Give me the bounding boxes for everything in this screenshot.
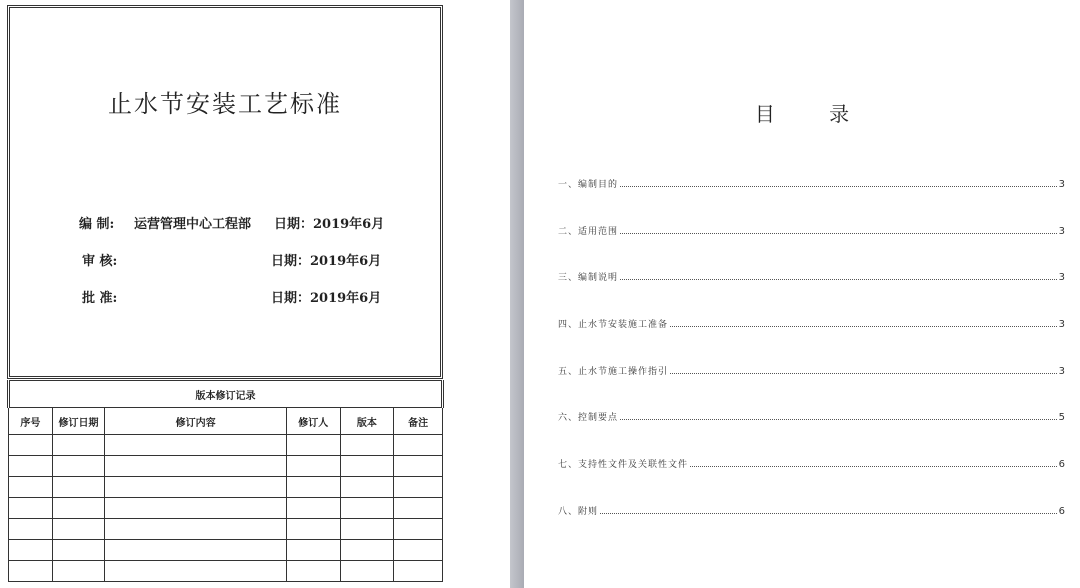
- toc-entry[interactable]: [558, 176, 1065, 190]
- toc-entry-text: 六、控制要点: [558, 413, 619, 423]
- dot-leader: [620, 419, 1057, 420]
- table-row: [9, 435, 443, 456]
- table-row: [9, 519, 443, 540]
- toc-entry-page: 6: [1058, 459, 1065, 470]
- table-row: [9, 498, 443, 519]
- dot-leader: [600, 513, 1057, 514]
- header-version: 版本: [340, 408, 394, 435]
- compiler-date: 日期：2019年6月: [274, 217, 385, 232]
- dot-leader: [620, 186, 1057, 187]
- header-revision-date: 修订日期: [52, 408, 105, 435]
- document-title: 止水节安装工艺标准: [108, 90, 342, 118]
- toc-entry-page: 3: [1058, 319, 1065, 330]
- dot-leader: [670, 373, 1057, 374]
- approver-date: 日期：2019年6月: [271, 291, 382, 306]
- table-row: [9, 456, 443, 477]
- toc-entry-text: 四、止水节安装施工准备: [558, 320, 669, 330]
- toc-entry[interactable]: [558, 316, 1065, 330]
- table-row: [9, 540, 443, 561]
- toc-entry-page: 3: [1058, 366, 1065, 377]
- cover-page: [0, 0, 510, 588]
- toc-entry-page: 3: [1058, 179, 1065, 190]
- header-remarks: 备注: [394, 408, 443, 435]
- header-revision-content: 修订内容: [105, 408, 287, 435]
- revision-table-caption: 版本修订记录: [9, 381, 443, 408]
- dot-leader: [670, 326, 1057, 327]
- toc-entry-text: 二、适用范围: [558, 227, 619, 237]
- toc-entry[interactable]: [558, 269, 1065, 283]
- table-row: [9, 561, 443, 582]
- header-serial: 序号: [9, 408, 53, 435]
- toc-entry-page: 3: [1058, 272, 1065, 283]
- toc-entry-page: 3: [1058, 226, 1065, 237]
- page-divider: [510, 0, 524, 588]
- toc-title: 目 录: [754, 102, 874, 126]
- reviewer-date: 日期：2019年6月: [271, 254, 382, 269]
- toc-entry-page: 5: [1058, 412, 1065, 423]
- toc-entry-text: 七、支持性文件及关联性文件: [558, 460, 689, 470]
- toc-entry[interactable]: [558, 409, 1065, 423]
- cover-frame: [7, 5, 443, 379]
- toc-entry-text: 三、编制说明: [558, 273, 619, 283]
- approver-label: 批 准:: [82, 291, 118, 306]
- reviewer-label: 审 核:: [82, 254, 118, 269]
- toc-entry-text: 一、编制目的: [558, 180, 619, 190]
- toc-entry-text: 五、止水节施工操作指引: [558, 367, 669, 377]
- revision-table: [7, 380, 444, 582]
- toc-entry[interactable]: [558, 363, 1065, 377]
- toc-entry-text: 八、附则: [558, 507, 599, 517]
- header-reviser: 修订人: [286, 408, 340, 435]
- table-row: [9, 477, 443, 498]
- toc-entry[interactable]: [558, 503, 1065, 517]
- compiler-value: 运营管理中心工程部: [134, 217, 252, 232]
- compiler-label: 编 制:: [79, 217, 115, 232]
- toc-entry[interactable]: [558, 456, 1065, 470]
- toc-page: [524, 0, 1080, 588]
- dot-leader: [620, 233, 1057, 234]
- toc-entry[interactable]: [558, 223, 1065, 237]
- dot-leader: [620, 279, 1057, 280]
- toc-entry-page: 6: [1058, 506, 1065, 517]
- dot-leader: [690, 466, 1057, 467]
